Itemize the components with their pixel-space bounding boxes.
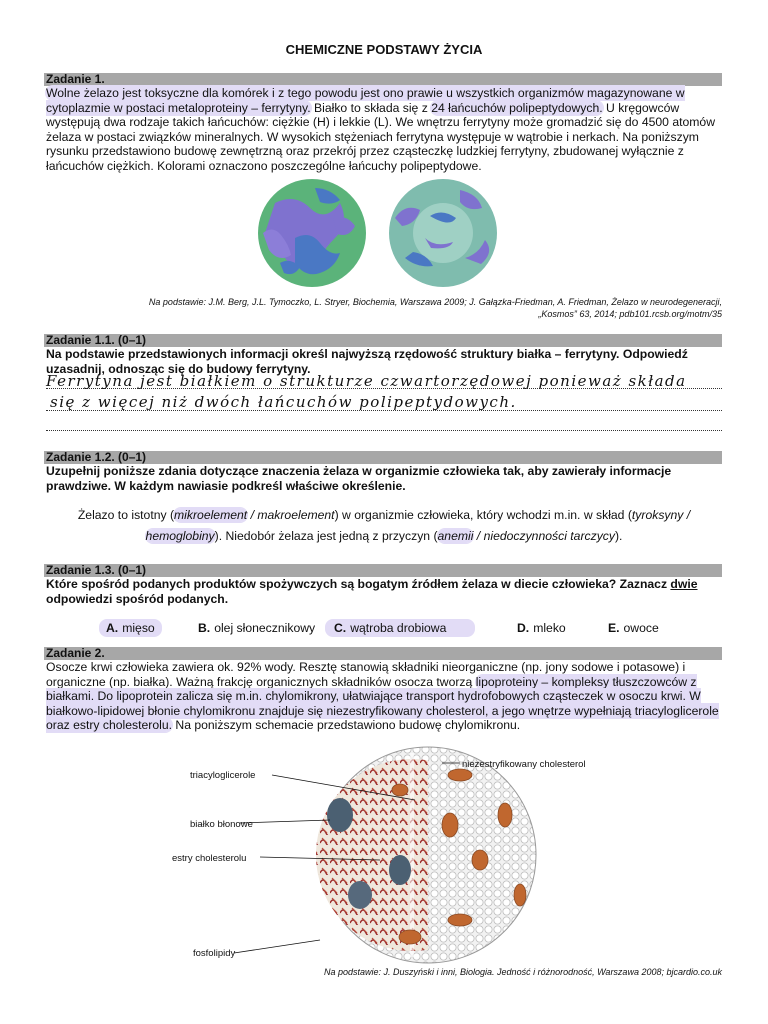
choice-tyroksyny[interactable]: tyroksyny / bbox=[631, 508, 691, 522]
task-2-text: Osocze krwi człowieka zawiera ok. 92% wody. Resztę stanowią składniki nieorganiczne (np. jony sodowe i potasowe) i organiczne (np. białka). Ważną frakcję organicznych składników osocza tworzą lipoproteiny – kompleksy tłuszczowców z białkami. Do lipoprotein zalicza się m.in. chylomikrony, ułatwiające transport hydrofobowych cząsteczek w osoczu krwi. W białkowo-lipidowej błonie chylomikronu znajduje się niezestryfikowany cholesterol, a jego wnętrze wypełniają triacyloglicerole oraz estry cholesterolu. Na poniższym schemacie przedstawiono budowę chylomikronu. bbox=[46, 660, 719, 733]
highlight-lipoproteins: lipoproteiny – kompleksy tłuszczowców z białkami. Do lipoprotein zalicza się m.in. chylomikrony, ułatwiające transport hydrofobowych cząsteczek w osoczu krwi. W białkowo-lipidowej błonie chylomikronu znajduje się niezestryfikowany cholesterol, a jego wnętrze wypełniają triacyloglicerole oraz estry cholesterolu. bbox=[46, 674, 719, 733]
label-bialko-blonowe: białko błonowe bbox=[190, 819, 253, 830]
task-2-header: Zadanie 2. bbox=[44, 647, 722, 660]
task-1-2-header: Zadanie 1.2. (0–1) bbox=[44, 451, 722, 464]
chylomicron-sphere bbox=[316, 747, 536, 963]
option-c[interactable]: C. wątroba drobiowa bbox=[326, 620, 474, 636]
choice-anemii[interactable]: anemii bbox=[437, 529, 474, 543]
choice-niedoczynnosci[interactable]: / niedoczynności tarczycy bbox=[473, 529, 615, 543]
option-d[interactable]: D. mleko bbox=[517, 621, 566, 635]
ferritin-exterior-image bbox=[258, 179, 366, 287]
page-title: CHEMICZNE PODSTAWY ŻYCIA bbox=[285, 42, 483, 57]
ferritin-figure bbox=[255, 178, 515, 288]
task-1-3-question: Które spośród podanych produktów spożywczych są bogatym źródłem żelaza w diecie człowieka? Zaznacz dwie odpowiedzi spośród podanych. bbox=[46, 577, 698, 606]
option-e[interactable]: E. owoce bbox=[608, 621, 659, 635]
option-b[interactable]: B. olej słonecznikowy bbox=[198, 621, 316, 635]
task-1-text: Wolne żelazo jest toksyczne dla komórek i z tego powodu jest ono prawie u wszystkich organizmów magazynowane w cytoplazmie w postaci metaloproteiny – ferrytyny. Białko to składa się z 24 łańcuchów polipeptydowych. U kręgowców występują dwa rodzaje takich łańcuchów: ciężkie (H) i lekkie (L). We wnętrzu ferrytyny może gromadzić się do 4500 atomów żelaza w postaci związków mineralnych. W wysokich stężeniach ferrytyna występuje w wątrobie i nerkach. Na poniższym rysunku przedstawiono budowę zewnętrzną oraz przekrój przez cząsteczkę ludzkiej ferrytyny, zbudowanej wyłącznie z łańcuchów ciężkich. Kolorami oznaczono poszczególne łańcuchy polipeptydowe. bbox=[46, 86, 716, 173]
task-1-2-question: Uzupełnij poniższe zdania dotyczące znaczenia żelaza w organizmie człowieka tak, aby zawierały informacje prawdziwe. W każdym nawiasie podkreśl właściwe określenie. bbox=[46, 464, 672, 493]
option-a[interactable]: A. mięso bbox=[100, 620, 161, 636]
task-1-1-question: Na podstawie przedstawionych informacji określ najwyższą rzędowość struktury białka – ferrytyny. Odpowiedź uzasadnij, odnosząc się do budowy ferrytyny. bbox=[46, 347, 688, 376]
label-fosfolipidy: fosfolipidy bbox=[193, 948, 236, 959]
choice-hemoglobiny[interactable]: hemoglobiny bbox=[145, 529, 215, 543]
sentence-1: Żelazo to istotny (mikroelement / makroelement) w organizmie człowieka, który wchodzi m.in. w skład (tyroksyny / bbox=[77, 508, 691, 522]
ferritin-cross-section-image bbox=[389, 179, 497, 287]
choice-makroelement[interactable]: / makroelement bbox=[247, 508, 335, 522]
chylomicron-diagram bbox=[160, 745, 610, 965]
source-note-2: „Kosmos” 63, 2014; pdb101.rcsb.org/motm/35 bbox=[538, 309, 722, 319]
task-1-1-header: Zadanie 1.1. (0–1) bbox=[44, 334, 722, 347]
source-note-1: Na podstawie: J.M. Berg, J.L. Tymoczko, L. Stryer, Biochemia, Warszawa 2009; J. Gałązka-Friedman, A. Friedman, Żelazo w neurodegeneracji, bbox=[148, 297, 722, 307]
label-niezestryfikowany: niezestryfikowany cholesterol bbox=[462, 759, 586, 770]
label-estry-cholesterolu: estry cholesterolu bbox=[172, 853, 247, 864]
answer-line-3 bbox=[46, 429, 722, 431]
highlight-ferritin: Wolne żelazo jest toksyczne dla komórek i z tego powodu jest ono prawie u wszystkich organizmów magazynowane w cytoplazmie w postaci metaloproteiny – ferrytyny. bbox=[46, 86, 685, 115]
task-1-3-header: Zadanie 1.3. (0–1) bbox=[44, 564, 722, 577]
handwritten-answer-2[interactable]: się z więcej niż dwóch łańcuchów polipeptydowych. bbox=[50, 393, 517, 411]
highlight-chains: 24 łańcuchów polipeptydowych. bbox=[431, 100, 603, 115]
source-note-3: Na podstawie: J. Duszyński i inni, Biologia. Jedność i różnorodność, Warszawa 2008; bjcardio.co.uk bbox=[323, 967, 722, 977]
sentence-2: hemoglobiny). Niedobór żelaza jest jedną z przyczyn (anemii / niedoczynności tarczycy). bbox=[145, 529, 623, 543]
task-1-header: Zadanie 1. bbox=[44, 73, 722, 86]
handwritten-answer-1[interactable]: Ferrytyna jest białkiem o strukturze czwartorzędowej ponieważ składa bbox=[46, 372, 687, 390]
choice-mikroelement[interactable]: mikroelement bbox=[174, 508, 248, 522]
label-triacyloglicerole: triacyloglicerole bbox=[190, 770, 256, 781]
